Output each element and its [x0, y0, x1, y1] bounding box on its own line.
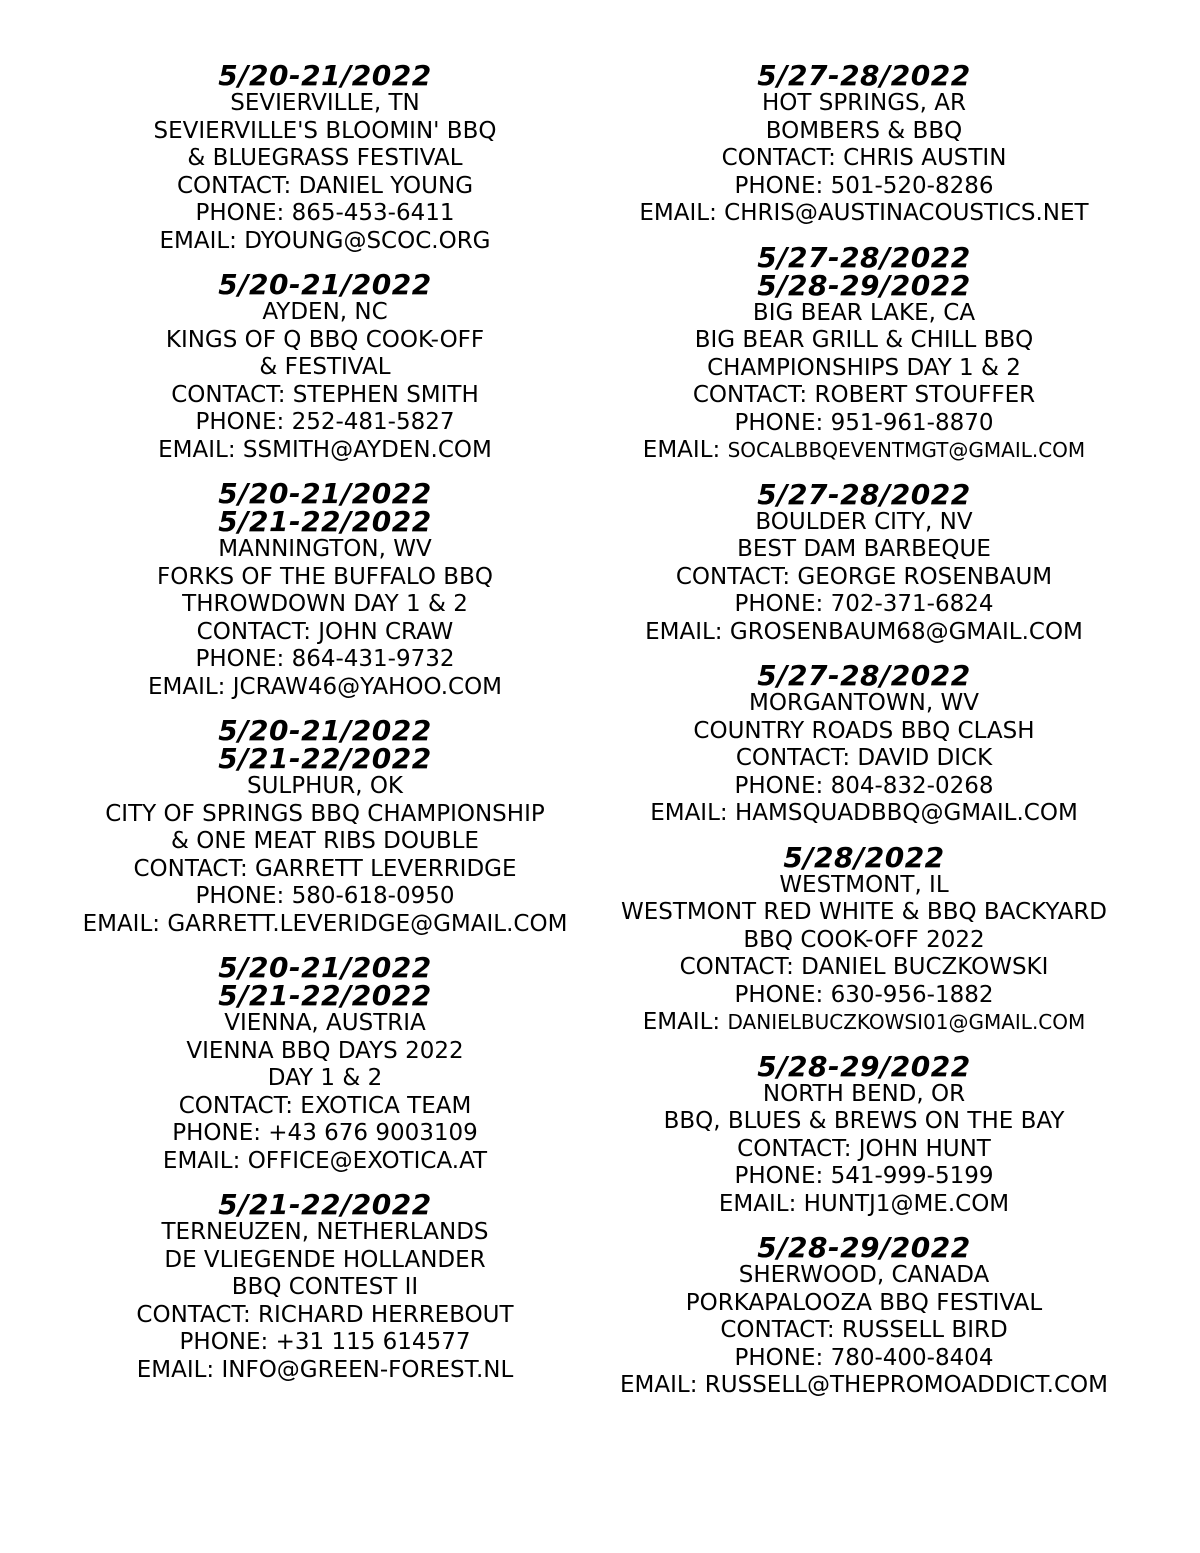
event-phone: PHONE: 864-431-9732	[195, 646, 455, 672]
event-email-line	[600, 1191, 1128, 1219]
event-location: VIENNA, AUSTRIA	[224, 1010, 426, 1036]
event-phone: PHONE: 865-453-6411	[195, 200, 455, 226]
event-date: 5/28-29/2022	[757, 268, 971, 302]
event-email-label: EMAIL:	[620, 1372, 705, 1398]
event-phone: PHONE: 630-956-1882	[734, 981, 994, 1008]
event-date: 5/21-22/2022	[218, 1188, 432, 1221]
event-email-address: SSMITH@AYDEN.COM	[242, 436, 492, 463]
event-email-label: EMAIL:	[645, 618, 730, 645]
event-email-label: EMAIL:	[82, 910, 168, 937]
event-email-address: SOCALBBQEVENTMGT@GMAIL.COM	[727, 438, 1086, 462]
event-location: AYDEN, NC	[262, 299, 388, 325]
event-name: BBQ CONTEST II	[231, 1274, 419, 1300]
event-name: BOMBERS & BBQ	[765, 117, 963, 144]
event-email-address: RUSSELL@THEPROMOADDICT.COM	[704, 1372, 1108, 1398]
event-name: VIENNA BBQ DAYS 2022	[186, 1037, 464, 1064]
event-email-label: EMAIL:	[642, 437, 728, 463]
event-entry	[50, 951, 600, 1175]
left-column	[50, 59, 600, 1384]
event-email-label: EMAIL:	[159, 227, 245, 254]
event-name: BBQ COOK-OFF 2022	[743, 926, 985, 953]
event-phone: PHONE: 580-618-0950	[195, 883, 455, 909]
event-email-label: EMAIL:	[639, 200, 725, 226]
event-name: CHAMPIONSHIPS DAY 1 & 2	[707, 354, 1021, 381]
event-name: BIG BEAR GRILL & CHILL BBQ	[694, 327, 1034, 353]
event-name: COUNTRY ROADS BBQ CLASH	[693, 717, 1035, 744]
event-date: 5/21-22/2022	[218, 505, 432, 538]
event-name: BBQ, BLUES & BREWS ON THE BAY	[663, 1108, 1065, 1134]
event-email-address: DYOUNG@SCOC.ORG	[244, 227, 491, 254]
event-date: 5/28-29/2022	[757, 1231, 971, 1264]
event-name: THROWDOWN DAY 1 & 2	[182, 591, 468, 617]
event-location: MANNINGTON, WV	[218, 536, 432, 562]
event-name: WESTMONT RED WHITE & BBQ BACKYARD	[620, 899, 1108, 925]
event-email-line	[50, 1357, 600, 1385]
event-name: KINGS OF Q BBQ COOK-OFF	[165, 326, 485, 353]
event-location: BOULDER CITY, NV	[755, 508, 973, 535]
event-phone: PHONE: 780-400-8404	[734, 1344, 994, 1371]
event-date: 5/21-22/2022	[218, 742, 432, 775]
event-date: 5/21-22/2022	[218, 979, 432, 1012]
event-date: 5/27-28/2022	[757, 477, 971, 511]
event-name: DAY 1 & 2	[267, 1065, 383, 1091]
event-email-address: GROSENBAUM68@GMAIL.COM	[729, 618, 1083, 645]
event-name: BEST DAM BARBEQUE	[737, 536, 991, 562]
event-entry	[50, 268, 600, 464]
event-email-label: EMAIL:	[147, 673, 233, 700]
event-email-address: DANIELBUCZKOWSI01@GMAIL.COM	[727, 1010, 1086, 1034]
event-name: & BLUEGRASS FESTIVAL	[187, 145, 463, 171]
right-column	[600, 59, 1128, 1400]
event-email-line	[600, 800, 1128, 828]
event-contact: CONTACT: RUSSELL BIRD	[720, 1317, 1008, 1343]
event-name: CITY OF SPRINGS BBQ CHAMPIONSHIP	[105, 800, 545, 827]
event-date: 5/20-21/2022	[218, 268, 432, 301]
event-location: MORGANTOWN, WV	[749, 690, 979, 716]
event-email-label: EMAIL:	[162, 1147, 248, 1174]
event-email-address: CHRIS@AUSTINACOUSTICS.NET	[724, 200, 1089, 226]
event-date: 5/20-21/2022	[218, 59, 432, 92]
event-email-address: JCRAW46@YAHOO.COM	[232, 673, 503, 700]
event-contact: CONTACT: GEORGE ROSENBAUM	[675, 563, 1053, 590]
event-date: 5/27-28/2022	[757, 659, 971, 692]
event-entry	[50, 59, 600, 255]
event-location: TERNEUZEN, NETHERLANDS	[161, 1219, 489, 1245]
event-email-label: EMAIL:	[650, 800, 735, 826]
event-entry	[600, 659, 1128, 828]
event-email-line	[600, 619, 1128, 647]
event-email-line	[50, 437, 600, 465]
event-name: FORKS OF THE BUFFALO BBQ	[157, 563, 493, 590]
event-email-address: INFO@GREEN-FOREST.NL	[221, 1356, 514, 1383]
event-email-line	[600, 437, 1128, 465]
event-contact: CONTACT: EXOTICA TEAM	[178, 1092, 472, 1119]
event-name: SEVIERVILLE'S BLOOMIN' BBQ	[153, 117, 497, 144]
event-location: BIG BEAR LAKE, CA	[752, 299, 976, 326]
event-phone: PHONE: 252-481-5827	[195, 409, 455, 435]
event-location: SULPHUR, OK	[246, 773, 404, 799]
event-entry	[600, 59, 1128, 228]
event-contact: CONTACT: DANIEL YOUNG	[176, 172, 474, 199]
event-date: 5/20-21/2022	[218, 714, 432, 747]
event-email-label: EMAIL:	[718, 1190, 804, 1217]
event-contact: CONTACT: DAVID DICK	[735, 745, 993, 771]
event-entry	[50, 714, 600, 938]
event-email-line	[50, 674, 600, 702]
event-email-address: GARRETT.LEVERIDGE@GMAIL.COM	[167, 910, 568, 937]
event-contact: CONTACT: DANIEL BUCZKOWSKI	[679, 954, 1049, 980]
event-phone: PHONE: 951-961-8870	[734, 409, 994, 436]
event-contact: CONTACT: JOHN CRAW	[196, 618, 454, 645]
event-entry	[600, 240, 1128, 465]
event-phone: PHONE: +43 676 9003109	[172, 1120, 478, 1146]
event-email-line	[600, 200, 1128, 228]
event-entry	[600, 840, 1128, 1037]
event-email-address: HUNTJ1@ME.COM	[803, 1190, 1010, 1217]
event-contact: CONTACT: GARRETT LEVERRIDGE	[133, 855, 517, 882]
event-name: PORKAPALOOZA BBQ FESTIVAL	[685, 1289, 1043, 1316]
event-email-label: EMAIL:	[158, 436, 243, 463]
event-location: HOT SPRINGS, AR	[762, 90, 966, 116]
event-date: 5/27-28/2022	[757, 240, 971, 274]
event-location: NORTH BEND, OR	[762, 1080, 966, 1107]
event-name: & ONE MEAT RIBS DOUBLE	[171, 828, 479, 854]
event-phone: PHONE: 804-832-0268	[734, 772, 994, 799]
event-date: 5/20-21/2022	[218, 951, 432, 984]
event-location: WESTMONT, IL	[779, 871, 949, 898]
event-contact: CONTACT: RICHARD HERREBOUT	[136, 1301, 514, 1328]
event-entry	[50, 1188, 600, 1384]
event-date: 5/27-28/2022	[757, 59, 971, 92]
event-date: 5/20-21/2022	[218, 477, 432, 510]
event-entry	[600, 1231, 1128, 1400]
event-contact: CONTACT: JOHN HUNT	[737, 1135, 991, 1162]
event-phone: PHONE: 702-371-6824	[734, 591, 994, 617]
event-location: SHERWOOD, CANADA	[738, 1262, 990, 1288]
event-contact: CONTACT: CHRIS AUSTIN	[721, 145, 1007, 171]
event-email-line	[50, 228, 600, 256]
event-email-address: OFFICE@EXOTICA.AT	[247, 1147, 488, 1174]
event-email-line	[600, 1372, 1128, 1400]
event-email-line	[600, 1009, 1128, 1037]
event-phone: PHONE: 501-520-8286	[734, 172, 994, 199]
event-email-address: HAMSQUADBBQ@GMAIL.COM	[734, 800, 1078, 826]
event-phone: PHONE: +31 115 614577	[179, 1329, 471, 1355]
event-entry	[600, 477, 1128, 647]
event-date: 5/28-29/2022	[757, 1049, 971, 1083]
event-name: DE VLIEGENDE HOLLANDER	[164, 1246, 486, 1273]
event-phone: PHONE: 541-999-5199	[734, 1163, 994, 1189]
event-email-line	[50, 911, 600, 939]
event-date: 5/28/2022	[783, 840, 945, 874]
event-entry	[600, 1049, 1128, 1219]
event-email-label: EMAIL:	[642, 1009, 728, 1035]
event-email-line	[50, 1148, 600, 1176]
event-contact: CONTACT: STEPHEN SMITH	[171, 381, 479, 408]
event-location: SEVIERVILLE, TN	[230, 90, 420, 116]
event-name: & FESTIVAL	[259, 354, 391, 380]
event-contact: CONTACT: ROBERT STOUFFER	[692, 382, 1036, 408]
event-entry	[50, 477, 600, 701]
event-email-label: EMAIL:	[136, 1356, 222, 1383]
